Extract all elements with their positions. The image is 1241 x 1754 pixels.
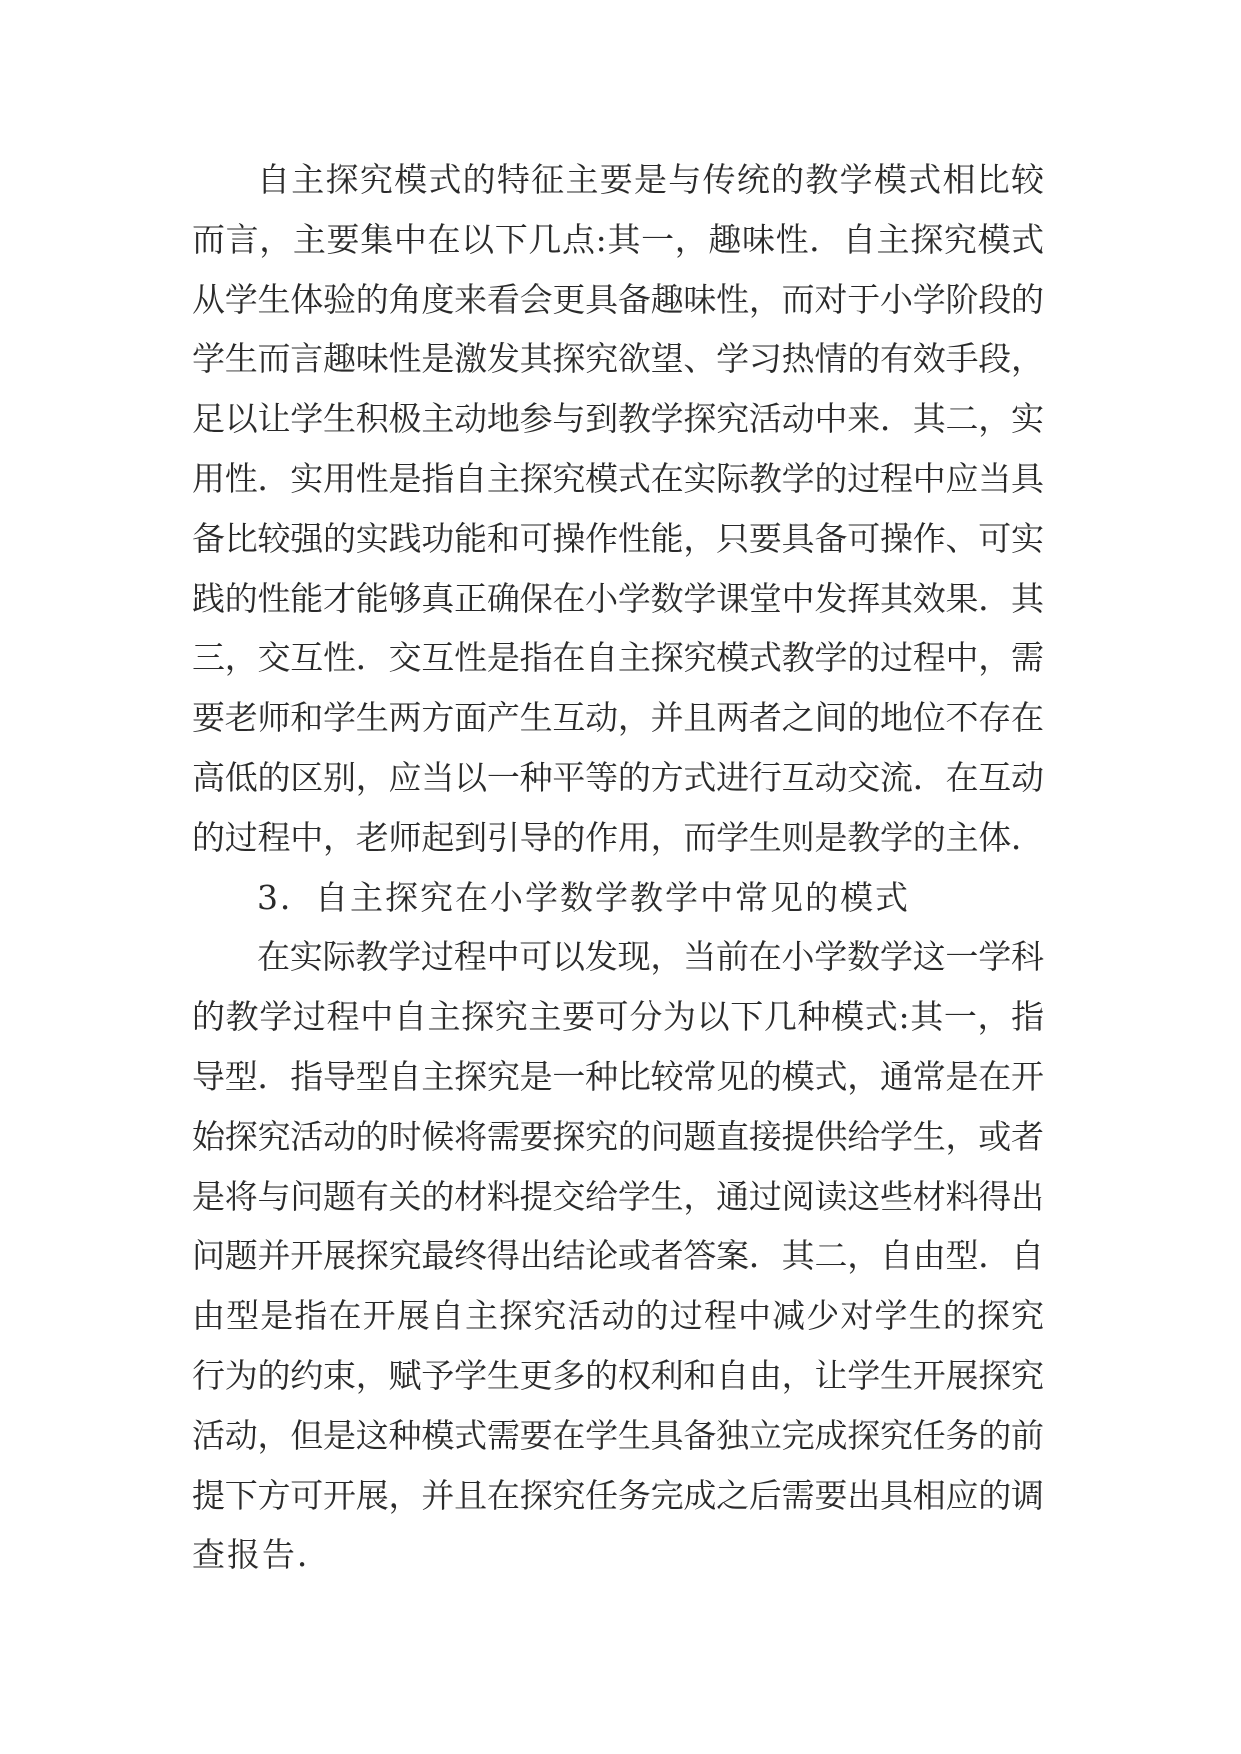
text-line: 自主探究模式的特征主要是与传统的教学模式相比较 xyxy=(257,160,1046,199)
text-line: 而言，主要集中在以下几点:其一，趣味性．自主探究模式 xyxy=(192,219,1045,259)
text-line: 学生而言趣味性是激发其探究欲望、学习热情的有效手段， xyxy=(192,339,1044,379)
text-line: 三，交互性．交互性是指在自主探究模式教学的过程中，需 xyxy=(192,638,1044,678)
text-line: 导型．指导型自主探究是一种比较常见的模式，通常是在开 xyxy=(192,1057,1044,1096)
text-line: 从学生体验的角度来看会更具备趣味性，而对于小学阶段的 xyxy=(192,279,1044,319)
text-line: 查报告． xyxy=(192,1535,332,1575)
text-line: 的教学过程中自主探究主要可分为以下几种模式:其一，指 xyxy=(192,997,1045,1037)
text-line: 要老师和学生两方面产生互动，并且两者之间的地位不存在 xyxy=(192,698,1044,738)
text-line: 足以让学生积极主动地参与到教学探究活动中来．其二，实 xyxy=(192,399,1044,439)
text-line: 践的性能才能够真正确保在小学数学课堂中发挥其效果．其 xyxy=(192,578,1044,618)
text-line: 提下方可开展，并且在探究任务完成之后需要出具相应的调 xyxy=(192,1475,1044,1515)
text-line: 的过程中，老师起到引导的作用，而学生则是教学的主体． xyxy=(192,817,1044,857)
text-line: 由型是指在开展自主探究活动的过程中减少对学生的探究 xyxy=(192,1296,1046,1336)
text-line: 问题并开展探究最终得出结论或者答案．其二，自由型．自 xyxy=(192,1236,1044,1276)
text-line: 在实际教学过程中可以发现，当前在小学数学这一学科 xyxy=(257,937,1044,977)
text-line: 用性．实用性是指自主探究模式在实际教学的过程中应当具 xyxy=(192,459,1044,498)
text-line: 备比较强的实践功能和可操作性能，只要具备可操作、可实 xyxy=(192,518,1044,558)
section-heading: 3．自主探究在小学数学教学中常见的模式 xyxy=(257,877,910,917)
text-line: 是将与问题有关的材料提交给学生，通过阅读这些材料得出 xyxy=(192,1176,1044,1216)
text-line: 高低的区别，应当以一种平等的方式进行互动交流．在互动 xyxy=(192,758,1044,797)
text-line: 行为的约束，赋予学生更多的权利和自由，让学生开展探究 xyxy=(192,1356,1044,1395)
text-line: 活动，但是这种模式需要在学生具备独立完成探究任务的前 xyxy=(192,1415,1044,1455)
text-line: 始探究活动的时候将需要探究的问题直接提供给学生，或者 xyxy=(192,1116,1044,1156)
